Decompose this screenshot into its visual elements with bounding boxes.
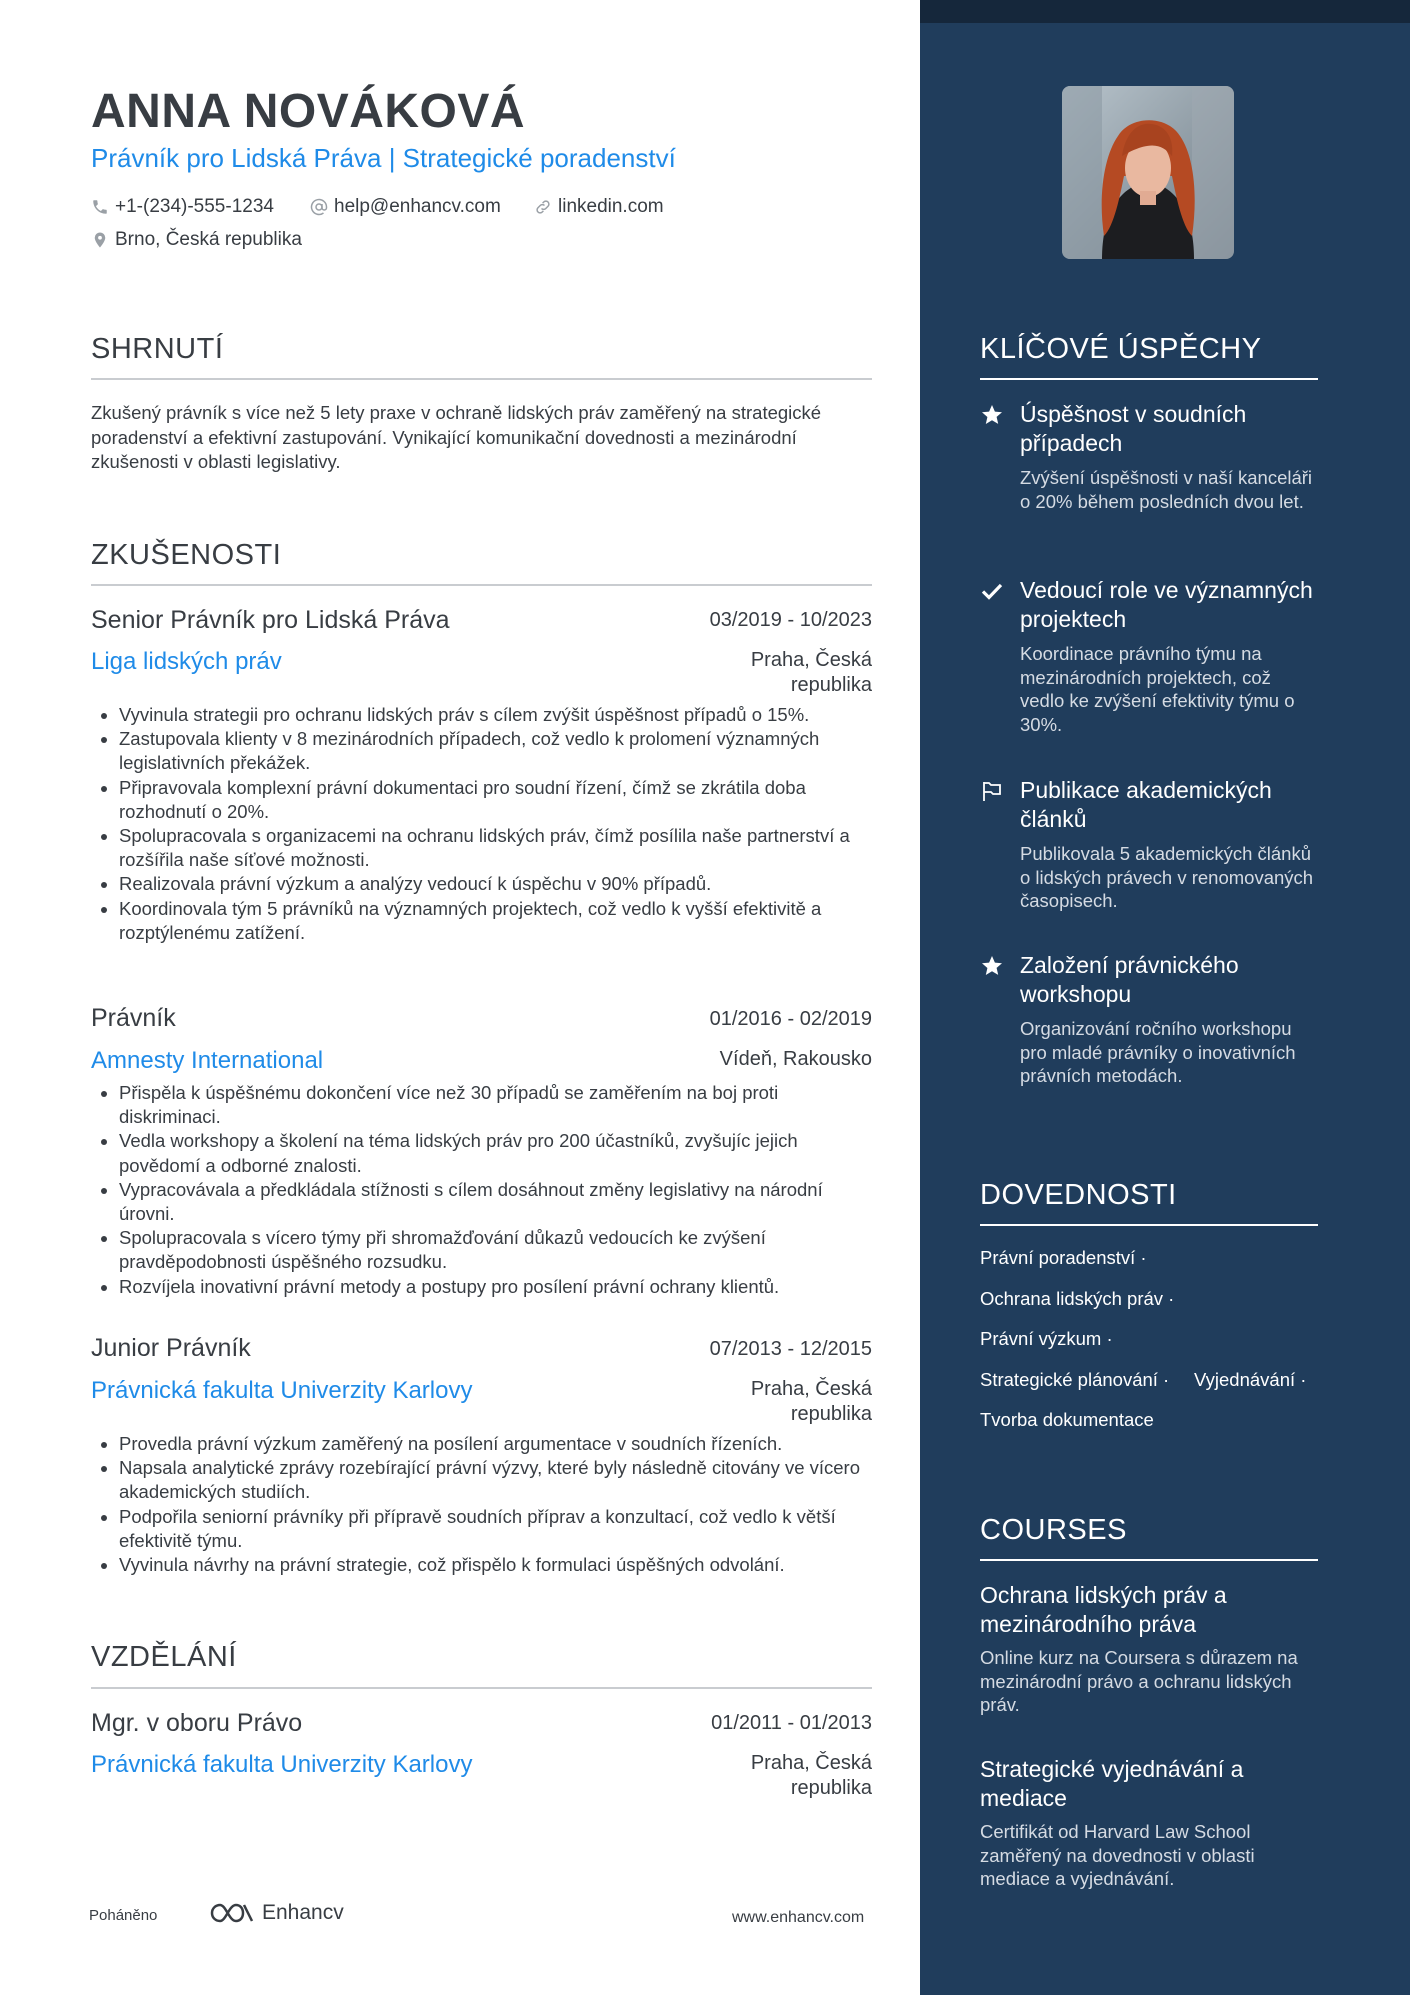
achievement-desc: Koordinace právního týmu na mezinárodních projektech, což vedlo ke zvýšení efektivity týmu o 30%. [1020, 643, 1295, 735]
achievements-heading: KLÍČOVÉ ÚSPĚCHY [980, 333, 1262, 365]
link-icon [534, 198, 552, 216]
list-item: • Vedla workshopy a školení na téma lidských práv pro 200 účastníků, zvyšujíc jejich povědomí a odborné znalosti. [119, 1129, 871, 1177]
job-title: Junior Právník [91, 1334, 251, 1362]
enhancv-logo[interactable] [208, 1900, 344, 1926]
list-item: • Vyvinula návrhy na právní strategie, což přispělo k formulaci úspěšných odvolání. [119, 1553, 871, 1577]
footer-powered: Poháněno [89, 1907, 158, 1924]
list-item: • Zastupovala klienty v 8 mezinárodních případech, což vedlo k prolomení významných legislativních překážek. [119, 727, 871, 775]
star-icon [980, 954, 1004, 978]
list-item: • Přispěla k úspěšnému dokončení více než 30 případů se zaměřením na boj proti diskriminaci. [119, 1081, 871, 1129]
job-bullets [91, 703, 871, 945]
education-school: Právnická fakulta Univerzity Karlovy [91, 1751, 473, 1778]
experience-divider [91, 584, 872, 586]
job-location: Praha, Česká republika [750, 1378, 872, 1425]
job-dates: 03/2019 - 10/2023 [709, 609, 872, 631]
profile-photo [1062, 86, 1234, 259]
courses-divider [980, 1559, 1318, 1561]
experience-heading: ZKUŠENOSTI [91, 539, 282, 571]
list-item: • Vyvinula strategii pro ochranu lidských práv s cílem zvýšit úspěšnost případů o 15%. [119, 703, 871, 727]
phone-icon [91, 198, 109, 216]
course-desc: Online kurz na Coursera s důrazem na mezinárodní právo a ochranu lidských práv. [980, 1647, 1298, 1715]
job-company: Amnesty International [91, 1047, 324, 1074]
contact-email[interactable] [310, 196, 501, 218]
list-item: • Realizovala právní výzkum a analýzy vedoucí k úspěchu v 90% případů. [119, 872, 871, 896]
job-bullets [91, 1081, 871, 1299]
linkedin-text: linkedin.com [558, 196, 664, 217]
skill-item: Tvorba dokumentace [980, 1409, 1154, 1430]
skill-item: Vyjednávání · [1194, 1369, 1307, 1390]
skill-item: Právní výzkum · [980, 1328, 1113, 1349]
job-title: Senior Právník pro Lidská Práva [91, 606, 450, 634]
flag-icon [980, 779, 1004, 803]
skill-item: Ochrana lidských práv · [980, 1288, 1175, 1309]
education-dates: 01/2011 - 01/2013 [711, 1712, 872, 1734]
achievement-title: Vedoucí role ve významných projektech [1020, 577, 1313, 632]
phone-text: +1-(234)-555-1234 [115, 196, 274, 217]
achievement-desc: Zvýšení úspěšnosti v naší kanceláři o 20% během posledních dvou let. [1020, 467, 1313, 512]
education-heading: VZDĚLÁNÍ [91, 1641, 237, 1673]
sidebar-top-bar [920, 0, 1410, 23]
star-icon [980, 403, 1004, 427]
job-location: Vídeň, Rakousko [719, 1048, 872, 1070]
list-item: • Rozvíjela inovativní právní metody a postupy pro posílení právní ochrany klientů. [119, 1275, 871, 1299]
location-text: Brno, Česká republika [115, 229, 302, 250]
courses-heading: COURSES [980, 1514, 1127, 1546]
avatar [1062, 86, 1234, 259]
achievement-desc: Publikovala 5 akademických článků o lidských právech v renomovaných časopisech. [1020, 843, 1314, 911]
contact-linkedin[interactable] [534, 196, 664, 218]
footer-url[interactable]: www.enhancv.com [732, 1909, 865, 1926]
list-item: • Koordinovala tým 5 právníků na významných projektech, což vedlo k vyšší efektivitě a rozptýlenému zatížení. [119, 897, 871, 945]
achievement-title: Založení právnického workshopu [1020, 952, 1239, 1007]
candidate-title: Právník pro Lidská Práva | Strategické poradenství [91, 143, 676, 173]
list-item: • Spolupracovala s vícero týmy při shromažďování důkazů vedoucích ke zvýšení pravděpodobnosti úspěšného rozsudku. [119, 1226, 871, 1274]
list-item: • Podpořila seniorní právníky při přípravě soudních příprav a konzultací, což vedlo k větší efektivitě týmu. [119, 1505, 871, 1553]
achievement-title: Úspěšnost v soudních případech [1020, 401, 1247, 456]
skills-heading: DOVEDNOSTI [980, 1179, 1177, 1211]
enhancv-logo-text: Enhancv [262, 1901, 344, 1924]
list-item: • Připravovala komplexní právní dokumentaci pro soudní řízení, čímž se zkrátila doba rozhodnutí o 20%. [119, 776, 871, 824]
email-text: help@enhancv.com [334, 196, 501, 217]
summary-text: Zkušený právník s více než 5 lety praxe v ochraně lidských práv zaměřený na strategické poradenství a efektivní zastupování. Vynikající komunikační dovednosti a mezinárodní zkušenosti v oblasti legislativy. [91, 402, 822, 472]
at-icon [310, 198, 328, 216]
list-item: • Provedla právní výzkum zaměřený na posílení argumentace v soudních řízeních. [119, 1432, 871, 1456]
skills-divider [980, 1224, 1318, 1226]
education-divider [91, 1687, 872, 1689]
education-location: Praha, Česká republika [750, 1752, 872, 1799]
achievement-title: Publikace akademických článků [1020, 777, 1272, 832]
list-item: • Vypracovávala a předkládala stížnosti s cílem dosáhnout změny legislativy na národní úrovni. [119, 1178, 871, 1226]
course-desc: Certifikát od Harvard Law School zaměřený na dovednosti v oblasti mediace a vyjednávání. [980, 1821, 1255, 1889]
skill-item: Právní poradenství · [980, 1247, 1147, 1268]
job-title: Právník [91, 1004, 176, 1032]
summary-divider [91, 378, 872, 380]
candidate-name: ANNA NOVÁKOVÁ [91, 85, 526, 138]
achievement-desc: Organizování ročního workshopu pro mladé právníky o inovativních právních metodách. [1020, 1018, 1296, 1086]
enhancv-logo-icon [208, 1900, 256, 1926]
contact-phone[interactable] [91, 196, 274, 218]
list-item: • Spolupracovala s organizacemi na ochranu lidských práv, čímž posílila naše partnerství a rozšířila naše síťové možnosti. [119, 824, 871, 872]
job-company: Právnická fakulta Univerzity Karlovy [91, 1377, 473, 1404]
course-title: Strategické vyjednávání a mediace [980, 1756, 1244, 1811]
course-title: Ochrana lidských práv a mezinárodního práva [980, 1582, 1227, 1637]
job-location: Praha, Česká republika [750, 649, 872, 696]
list-item: • Napsala analytické zprávy rozebírající právní výzvy, které byly následně citovány ve vícero akademických studiích. [119, 1456, 871, 1504]
education-degree: Mgr. v oboru Právo [91, 1709, 303, 1737]
check-icon [980, 579, 1004, 603]
skill-item: Strategické plánování · [980, 1369, 1170, 1390]
summary-heading: SHRNUTÍ [91, 333, 224, 365]
achievements-divider [980, 378, 1318, 380]
location-pin-icon [91, 231, 109, 249]
job-dates: 07/2013 - 12/2015 [709, 1338, 872, 1360]
contact-location [91, 229, 302, 251]
job-company: Liga lidských práv [91, 648, 282, 675]
job-bullets [91, 1432, 871, 1577]
job-dates: 01/2016 - 02/2019 [709, 1008, 872, 1030]
